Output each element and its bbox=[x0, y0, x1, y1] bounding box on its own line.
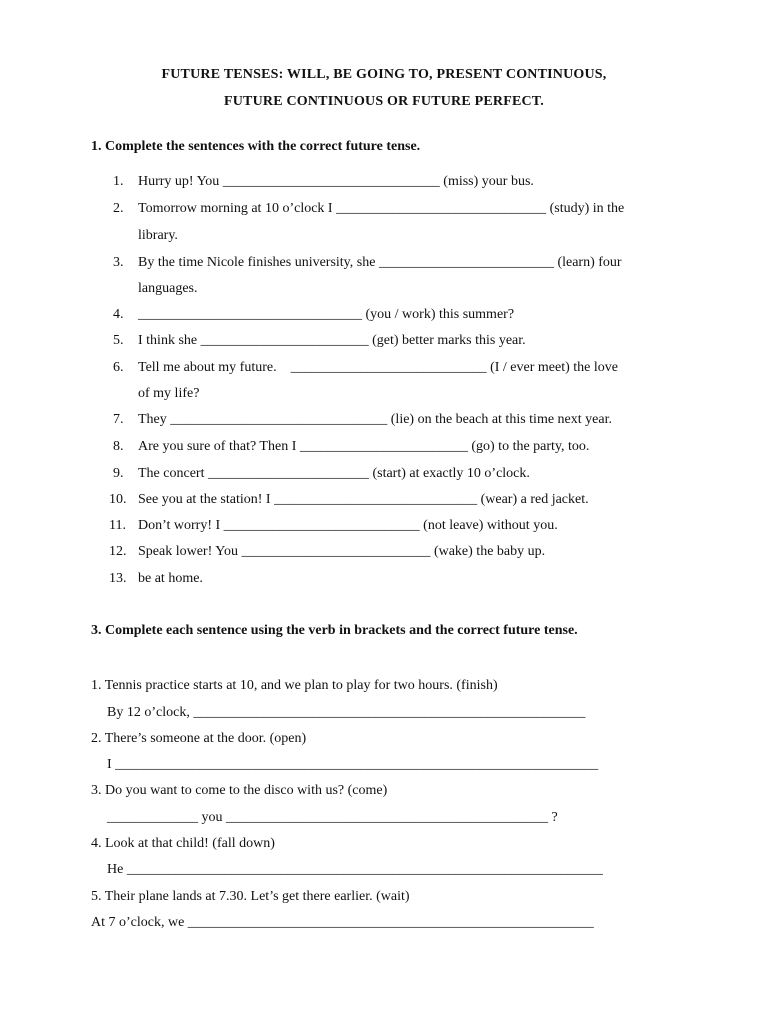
item-number: 6. bbox=[113, 360, 124, 375]
item-text-continued: library. bbox=[138, 228, 178, 243]
exercise-answer-line: _____________ you ______________________________________________ ? bbox=[107, 810, 558, 825]
item-text: Hurry up! You _______________________________ (miss) your bus. bbox=[138, 174, 534, 189]
item-text: Are you sure of that? Then I ________________________ (go) to the party, too. bbox=[138, 439, 590, 454]
item-number: 11. bbox=[109, 518, 126, 533]
item-number: 10. bbox=[109, 492, 127, 507]
item-number: 5. bbox=[113, 333, 124, 348]
item-number: 8. bbox=[113, 439, 124, 454]
item-number: 2. bbox=[113, 201, 124, 216]
item-number: 9. bbox=[113, 466, 124, 481]
item-number: 3. bbox=[113, 255, 124, 270]
exercise-prompt: 3. Do you want to come to the disco with us? (come) bbox=[91, 783, 388, 798]
item-text: By the time Nicole finishes university, she _________________________ (learn) four bbox=[138, 255, 622, 270]
item-number: 7. bbox=[113, 412, 124, 427]
item-number: 13. bbox=[109, 571, 127, 586]
item-number: 12. bbox=[109, 544, 127, 559]
exercise-prompt: 4. Look at that child! (fall down) bbox=[91, 836, 275, 851]
exercise-answer-line: At 7 o’clock, we __________________________________________________________ bbox=[91, 915, 594, 930]
item-text: ________________________________ (you / work) this summer? bbox=[138, 307, 515, 322]
item-text-continued: languages. bbox=[138, 281, 198, 296]
item-text: be at home. bbox=[138, 571, 203, 586]
exercise-answer-line: He ____________________________________________________________________ bbox=[107, 862, 603, 877]
item-text: Speak lower! You ___________________________ (wake) the baby up. bbox=[138, 544, 546, 559]
item-text: Don’t worry! I ____________________________ (not leave) without you. bbox=[138, 518, 558, 533]
item-text: I think she ________________________ (get) better marks this year. bbox=[138, 333, 526, 348]
exercise-answer-line: By 12 o’clock, ________________________________________________________ bbox=[107, 705, 586, 720]
title-line-2: FUTURE CONTINUOUS OR FUTURE PERFECT. bbox=[223, 94, 545, 109]
exercise-prompt: 5. Their plane lands at 7.30. Let’s get there earlier. (wait) bbox=[91, 889, 410, 904]
exercise-prompt: 1. Tennis practice starts at 10, and we plan to play for two hours. (finish) bbox=[91, 678, 498, 693]
exercise-answer-line: I _____________________________________________________________________ bbox=[107, 757, 599, 772]
item-number: 4. bbox=[113, 307, 124, 322]
exercise-prompt: 2. There’s someone at the door. (open) bbox=[91, 731, 307, 746]
section-3-heading: 3. Complete each sentence using the verb in brackets and the correct future tense. bbox=[91, 623, 578, 638]
item-text-continued: of my life? bbox=[138, 386, 200, 401]
item-text: They _______________________________ (lie) on the beach at this time next year. bbox=[138, 412, 612, 427]
title-line-1: FUTURE TENSES: WILL, BE GOING TO, PRESENT CONTINUOUS, bbox=[161, 67, 607, 82]
item-text: See you at the station! I _____________________________ (wear) a red jacket. bbox=[138, 492, 589, 507]
section-1-heading: 1. Complete the sentences with the correct future tense. bbox=[91, 139, 421, 154]
item-text: Tell me about my future. ____________________________ (I / ever meet) the love bbox=[138, 360, 618, 375]
item-text: Tomorrow morning at 10 o’clock I ______________________________ (study) in the bbox=[138, 201, 625, 216]
item-text: The concert _______________________ (start) at exactly 10 o’clock. bbox=[138, 466, 530, 481]
item-number: 1. bbox=[113, 174, 124, 189]
